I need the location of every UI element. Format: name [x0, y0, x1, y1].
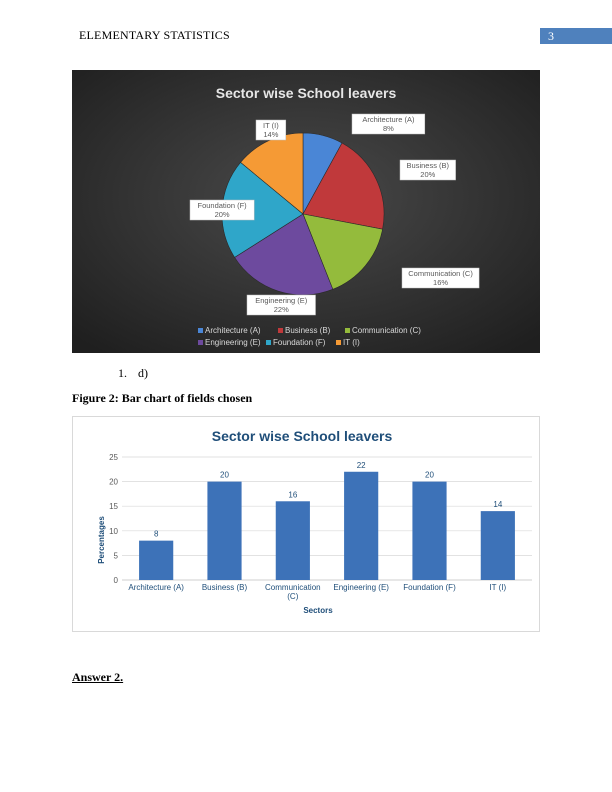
pie-data-label — [402, 268, 479, 288]
pie-legend-item — [198, 326, 261, 335]
y-axis-label: Percentages — [97, 516, 106, 564]
pie-legend-item — [278, 326, 331, 335]
pie-legend-label: Foundation (F) — [273, 338, 326, 347]
legend-swatch — [198, 340, 203, 345]
bar-data-label: 22 — [356, 460, 366, 470]
bar-architecture-a — [139, 541, 173, 580]
bar-data-label: 16 — [288, 490, 298, 500]
bar-data-label: 20 — [425, 470, 434, 480]
pie-data-label-name: Foundation (F) — [197, 201, 247, 210]
x-axis-label: Sectors — [303, 606, 333, 615]
pie-legend-label: Architecture (A) — [205, 326, 261, 335]
legend-swatch — [278, 328, 283, 333]
x-tick-label: Engineering (E) — [333, 583, 389, 592]
bar-chart-title: Sector wise School leavers — [211, 428, 393, 444]
bar-data-label: 14 — [493, 500, 503, 510]
legend-swatch — [345, 328, 350, 333]
pie-legend-item — [345, 326, 421, 335]
pie-chart-title: Sector wise School leavers — [215, 85, 397, 101]
pie-data-label — [247, 295, 316, 315]
y-tick-label: 25 — [109, 453, 118, 462]
x-tick-label: Foundation (F) — [403, 583, 456, 592]
pie-data-label-name: IT (I) — [263, 121, 279, 130]
pie-legend-label: Communication (C) — [352, 326, 421, 335]
bar-it-i — [481, 511, 515, 580]
y-tick-label: 0 — [113, 576, 118, 585]
x-tick-label: Business (B) — [201, 583, 248, 592]
legend-swatch — [198, 328, 203, 333]
y-tick-label: 15 — [109, 502, 118, 512]
pie-data-label-value: 22% — [273, 305, 289, 314]
pie-data-label-value: 14% — [263, 130, 279, 139]
pie-data-label-value: 20% — [214, 210, 230, 219]
legend-swatch — [336, 340, 341, 345]
pie-data-label — [256, 120, 286, 140]
bar-data-label: 20 — [220, 470, 229, 480]
y-tick-label: 10 — [109, 526, 118, 536]
pie-data-label-name: Business (B) — [406, 161, 450, 170]
y-tick-label: 5 — [113, 551, 118, 561]
y-tick-label: 20 — [109, 477, 118, 487]
page-number: 3 — [540, 28, 612, 44]
x-tick-label: Communication (C) — [265, 583, 321, 601]
bar-chart — [72, 416, 540, 632]
pie-data-label-value: 16% — [433, 278, 449, 287]
pie-data-label-name: Engineering (E) — [255, 296, 308, 305]
list-item-text: d) — [138, 366, 148, 380]
bar-communication-c — [276, 501, 310, 580]
bar-foundation-f — [412, 482, 446, 580]
pie-data-label-value: 8% — [382, 124, 394, 133]
bar-data-label: 8 — [153, 529, 159, 539]
header-title: ELEMENTARY STATISTICS — [79, 28, 230, 42]
pie-legend-label: Business (B) — [285, 326, 331, 335]
pie-data-label-value: 20% — [420, 170, 436, 179]
pie-chart — [72, 70, 540, 353]
x-tick-label: Architecture (A) — [128, 583, 184, 592]
pie-data-label — [352, 114, 425, 134]
x-tick-label: IT (I) — [489, 583, 507, 592]
list-item — [118, 366, 148, 381]
bar-business-b — [207, 482, 241, 580]
figure-caption: Figure 2: Bar chart of fields chosen — [72, 391, 253, 405]
pie-legend-item — [266, 338, 326, 347]
pie-legend-label: IT (I) — [343, 338, 360, 347]
list-item-number: 1. — [118, 366, 127, 380]
pie-data-label — [400, 160, 456, 180]
pie-data-label — [190, 200, 254, 220]
pie-data-label-name: Architecture (A) — [362, 115, 415, 124]
legend-swatch — [266, 340, 271, 345]
pie-legend-label: Engineering (E) — [205, 338, 261, 347]
pie-legend-item — [198, 338, 261, 347]
pie-data-label-name: Communication (C) — [408, 269, 473, 278]
answer-heading: Answer 2. — [72, 670, 124, 684]
bar-engineering-e — [344, 472, 378, 580]
